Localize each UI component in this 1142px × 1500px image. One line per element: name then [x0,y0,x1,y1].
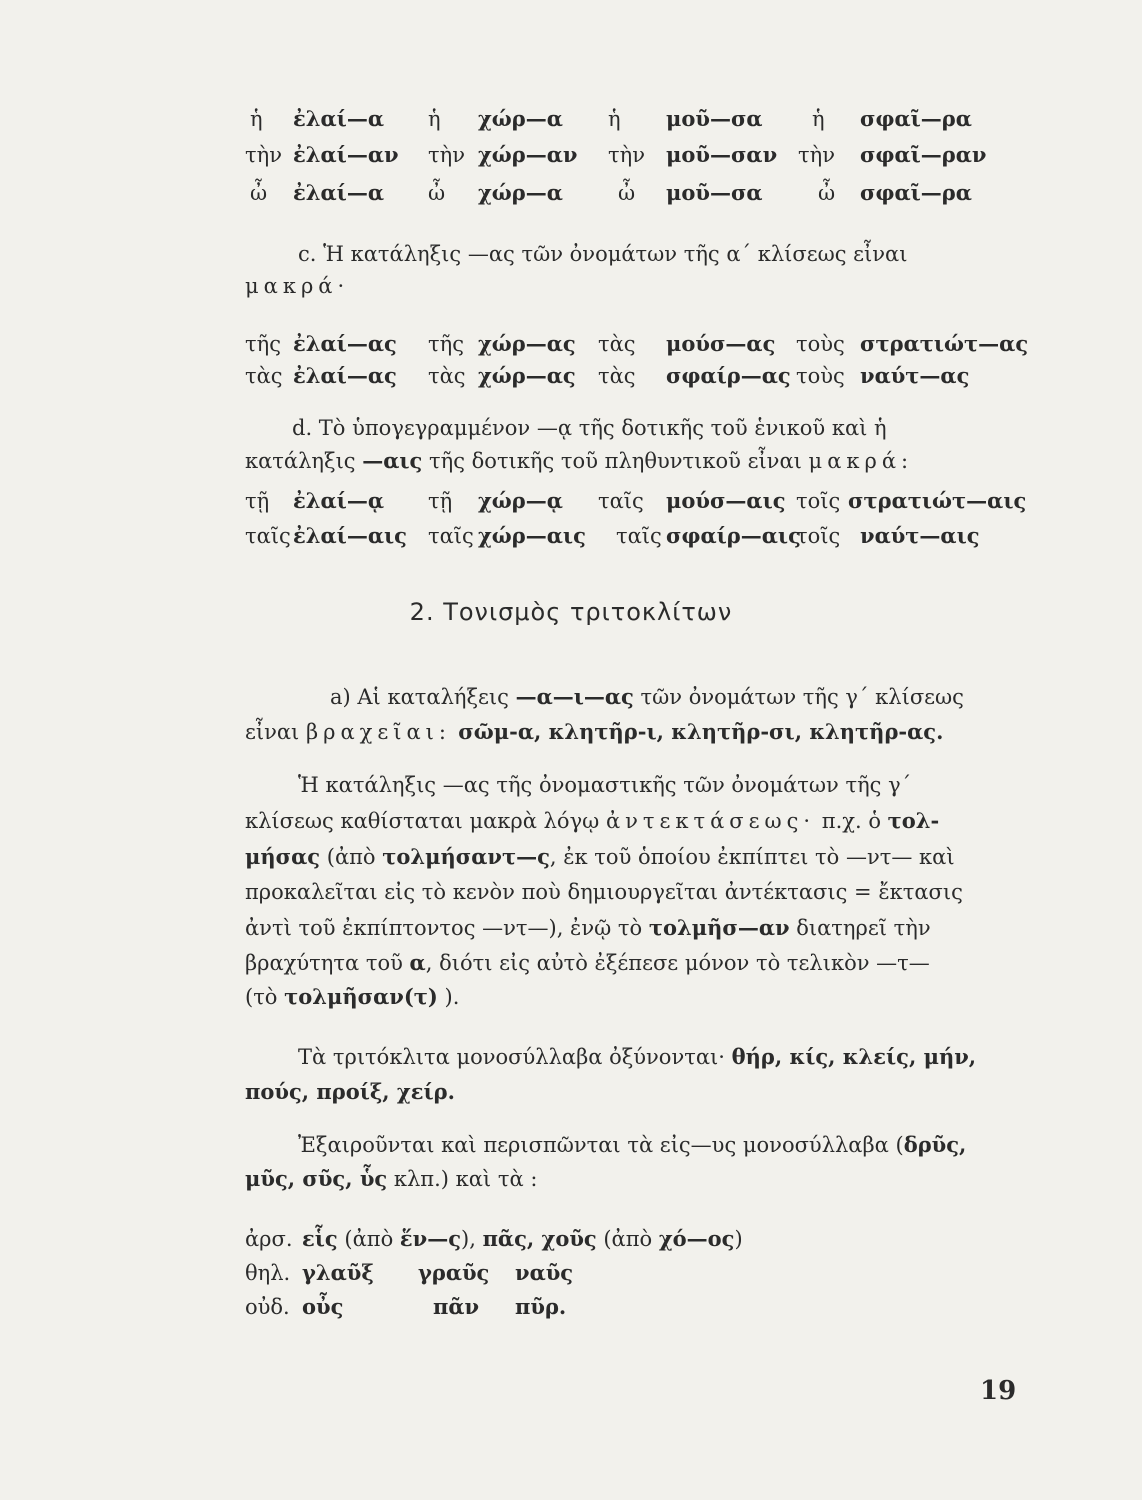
page-number: 19 [980,1376,1017,1406]
para-a-line-1: a) Αἱ καταλήξεις —α—ι—ας τῶν ὀνομάτων τῆς γ΄ κλίσεως [330,684,964,709]
book-page: ἡ ἐλαί—α ἡ χώρ—α ἡ μοῦ—σα ἡ σφαῖ—ρα τὴν ἐλαί—αν τὴν χώρ—αν τὴν μοῦ—σαν τὴν σφαῖ—ραν ὦ ἐλαί—α ὦ χώρ—α ὦ μοῦ—σα ὦ σφαῖ—ρα c. Ἡ κατάληξις —ας τῶν ὀνομάτων τῆς α΄ κλίσεως εἶναι μακρά· τῆς ἐλαί—ας τῆς χώρ—ας τὰς μούσ—ας τοὺς στρατιώτ—ας τὰς ἐλαί—ας τὰς χώρ—ας τὰς σφαίρ—ας τοὺς ναύτ—ας d. Τὸ ὑπογεγραμμένον —ᾳ τῆς δοτικῆς τοῦ ἑνικοῦ καὶ ἡ κατάληξις —αις τῆς δοτικῆς τοῦ πληθυντικοῦ εἶναι μακρά: τῇ ἐλαί—ᾳ τῇ χώρ—ᾳ ταῖς μούσ—αις τοῖς στρατιώτ—αις ταῖς ἐλαί—αις ταῖς χώρ—αις ταῖς σφαίρ—αις τοῖς ναύτ—αις 2. Τονισμὸς τριτοκλίτων a) Αἱ καταλήξεις —α—ι—ας τῶν ὀνομάτων τῆς γ΄ κλίσεως εἶναι βραχεῖαι: σῶμ-α, κλητῆρ-ι, κλητῆρ-σι, κλητῆρ-ας. Ἡ κατάληξις —ας τῆς ὀνομαστικῆς τῶν ὀνομάτων τῆς γ΄ κλίσεως καθίσταται μακρὰ λόγῳ ἀντεκτάσεως· π.χ. ὁ τολ- μήσας (ἀπὸ τολμήσαντ—ς, ἐκ τοῦ ὁποίου ἐκπίπτει τὸ —ντ— καὶ προκαλεῖται εἰς τὸ κενὸν ποὺ δημιουργεῖται ἀντέκτασις = ἔκτασις ἀντὶ τοῦ ἐκπίπτοντος —ντ—), ἐνῷ τὸ τολμῆσ—αν διατηρεῖ τὴν βραχύτητα τοῦ α, διότι εἰς αὐτὸ ἐξέπεσε μόνον τὸ τελικὸν —τ— (τὸ τολμῆσαν(τ) ). Τὰ τριτόκλιτα μονοσύλλαβα ὀξύνονται· θήρ, κίς, κλείς, μήν, πούς, προίξ, χείρ. Ἐξαιροῦνται καὶ περισπῶνται τὰ εἰς—υς μονοσύλλαβα (δρῦς, μῦς, σῦς, ὗς κλπ.) καὶ τὰ : ἀρσ. εἷς (ἀπὸ ἕν—ς), πᾶς, χοῦς (ἀπὸ χό—ος) θηλ. γλαῦξ γραῦς ναῦς οὐδ. οὖς πᾶν πῦρ. 19 [0,0,1142,1500]
para-b-line-4: προκαλεῖται εἰς τὸ κενὸν ποὺ δημιουργεῖται ἀντέκτασις = ἔκτασις [245,880,963,904]
para-c-line-2: πούς, προίξ, χείρ. [245,1079,455,1104]
para-b-line-1: Ἡ κατάληξις —ας τῆς ὀνομαστικῆς τῶν ὀνομάτων τῆς γ΄ [298,773,912,797]
para-a-line-2: εἶναι βραχεῖαι: σῶμ-α, κλητῆρ-ι, κλητῆρ-σι, κλητῆρ-ας. [245,719,944,744]
para-b-line-6: βραχύτητα τοῦ α, διότι εἰς αὐτὸ ἐξέπεσε μόνον τὸ τελικὸν —τ— [245,950,930,975]
para-c-line-1: Τὰ τριτόκλιτα μονοσύλλαβα ὀξύνονται· θήρ, κίς, κλείς, μήν, [298,1044,977,1069]
section-c-line-2: μακρά· [245,274,350,298]
section-d-line-1: d. Τὸ ὑπογεγραμμένον —ᾳ τῆς δοτικῆς τοῦ ἑνικοῦ καὶ ἡ [292,416,887,440]
para-d-line-1: Ἐξαιροῦνται καὶ περισπῶνται τὰ εἰς—υς μονοσύλλαβα (δρῦς, [298,1132,967,1157]
para-b-line-2: κλίσεως καθίσταται μακρὰ λόγῳ ἀντεκτάσεως· π.χ. ὁ τολ- [245,808,940,833]
para-d-line-2: μῦς, σῦς, ὗς κλπ.) καὶ τὰ : [245,1166,538,1191]
para-b-line-5: ἀντὶ τοῦ ἐκπίπτοντος —ντ—), ἐνῷ τὸ τολμῆσ—αν διατηρεῖ τὴν [245,915,931,940]
section-c-line-1: c. Ἡ κατάληξις —ας τῶν ὀνομάτων τῆς α΄ κλίσεως εἶναι [298,242,908,266]
para-b-line-3: μήσας (ἀπὸ τολμήσαντ—ς, ἐκ τοῦ ὁποίου ἐκπίπτει τὸ —ντ— καὶ [245,844,955,869]
section-d-line-2: κατάληξις —αις τῆς δοτικῆς τοῦ πληθυντικοῦ εἶναι μακρά: [245,448,914,473]
section-heading: 2. Τονισμὸς τριτοκλίτων [409,598,733,626]
para-b-line-7: (τὸ τολμῆσαν(τ) ). [245,984,460,1009]
